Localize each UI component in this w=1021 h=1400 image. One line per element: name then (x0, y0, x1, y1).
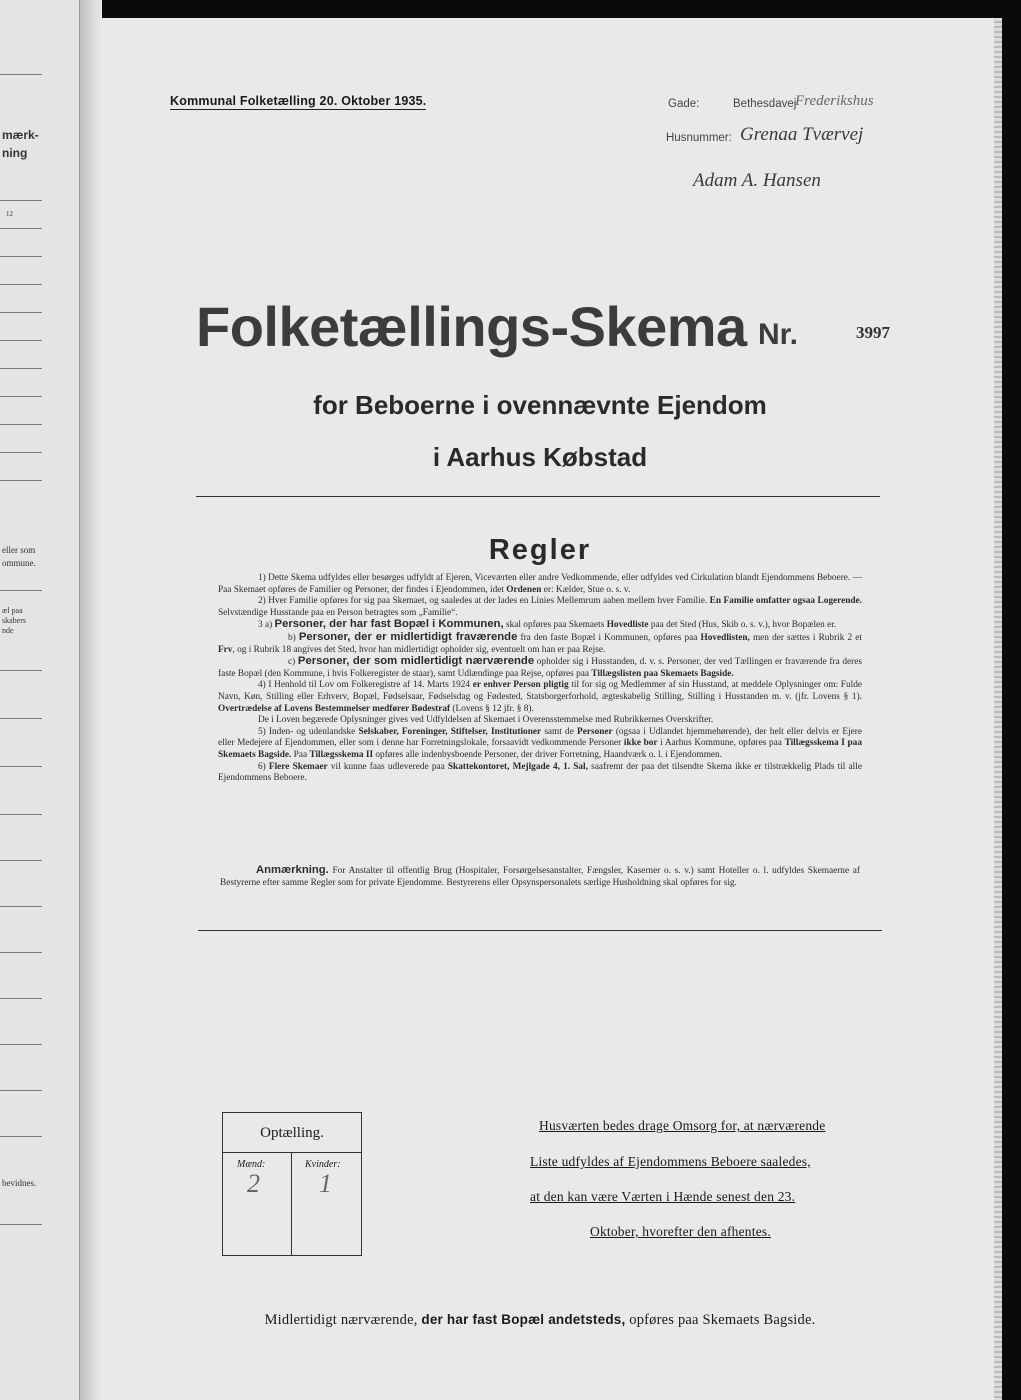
left-page-fragment: nde (2, 626, 14, 635)
left-page-rule (0, 1090, 42, 1091)
left-page-rule (0, 1136, 42, 1137)
left-page-fragment: bevidnes. (2, 1178, 37, 1188)
remark-note (220, 865, 860, 889)
page-title: Folketællings-Skema (196, 295, 747, 358)
rule-3c: c) Personer, der som midlertidigt nærværende opholder sig i Husstanden, d. v. s. Personer, der ved Tællingen er fraværende fra deres faste Bopæl (den Kommune, i hvis Folkeregister de staar), samt Udlændinge paa Rejse, opføres paa Tillægslisten paa Skemaets Bagside. (218, 655, 863, 679)
census-header: Kommunal Folketælling 20. Oktober 1935. (170, 94, 427, 108)
left-page-rule (0, 200, 42, 201)
women-count-handwritten: 1 (319, 1169, 332, 1198)
women-label: Kvinder: (305, 1159, 341, 1170)
left-page-rule (0, 1224, 42, 1225)
count-box (222, 1112, 362, 1256)
left-page-rule (0, 424, 42, 425)
left-page-rule (0, 814, 42, 815)
left-page-rule (0, 670, 42, 671)
subtitle-line-1: for Beboerne i ovennævnte Ejendom (313, 390, 767, 420)
left-page-rule (0, 368, 42, 369)
rule-1: 1) Dette Skema udfyldes eller besørges udfyldt af Ejeren, Viceværten eller andre Vedkommende, eller udfyldes ved Cirkulation blandt Ejendommens Beboere. — Paa Skemaet opføres de Familier og Personer, der findes i Ejendommen, idet Ordenen er: Kælder, Stue o. s. v. (218, 573, 862, 595)
rule-2: 2) Hver Familie opføres for sig paa Skemaet, og saaledes at der lades en Linies Mellemrum aaben mellem hver Familie. En Familie omfatter ogsaa Logerende. Selvstændige Husstande paa en Person betragtes som „Familie“. (218, 596, 862, 618)
rule-4-continued: De i Loven begærede Oplysninger gives ved Udfyldelsen af Skemaet i Overensstemmelse med Rubrikkernes Overskrifter. (258, 715, 714, 726)
form-number: 3997 (856, 323, 890, 342)
left-page-fragment: ning (2, 146, 28, 160)
rule-5: 5) Inden- og udenlandske Selskaber, Foreninger, Stiftelser, Institutioner samt de Personer (ogsaa i Udlandet hjemmehørende), der helt eller delvis er Ejere eller Medejere af Ejendommen, eller som i denne har Forretningslokale, forsaavidt vedkommende Personer ikke bor i Aarhus Kommune, opføres paa Tillægsskema I paa Skemaets Bagside. Paa Tillægsskema II opføres alle indenbysboende Personer, der driver Forretning, Haandværk o. l. i Ejendommen. (218, 726, 863, 760)
landlord-instruction-line-3: at den kan være Værten i Hænde senest den 23. (530, 1189, 796, 1204)
left-page-fragment: æl paa (2, 606, 23, 615)
men-count-handwritten: 2 (247, 1169, 260, 1198)
left-page-fragment: ommune. (2, 558, 36, 568)
subtitle-line-2: i Aarhus Købstad (432, 442, 648, 472)
remark-text: For Anstalter til offentlig Brug (Hospitaler, Forsørgelsesanstalter, Fængsler, Kaserner o. s. v.) samt Hoteller o. l. udfyldes Skemaerne af Bestyrerne efter samme Regler som for private Ejendomme. Bestyrerens eller Opsynspersonalets særlige Husholdning skal opføres for sig. (220, 866, 860, 888)
handwritten-name: Adam A. Hansen (693, 170, 821, 191)
street-handwritten: Frederikshus (795, 93, 874, 109)
divider (196, 496, 880, 497)
rules-text (218, 573, 862, 785)
left-page-rule (0, 718, 42, 719)
rules-heading: Regler (488, 534, 592, 566)
landlord-instruction-line-4: Oktober, hvorefter den afhentes. (590, 1224, 771, 1239)
left-page-rule (0, 284, 42, 285)
left-page-rule (0, 340, 42, 341)
rule-3b: b) Personer, der er midlertidigt fraværende fra den faste Bopæl i Kommunen, opføres paa Hovedlisten, men der sættes i Rubrik 2 et Frv, og i Rubrik 18 angives det Sted, hvor han midlertidigt opholder sig, eventuelt om han er paa Rejse. (218, 630, 862, 655)
street-label: Gade: (668, 98, 700, 110)
left-page-rule (0, 74, 42, 75)
previous-page-edge (0, 0, 80, 1400)
rule-3a: 3 a) Personer, der har fast Bopæl i Kommunen, skal opføres paa Skemaets Hovedliste paa det Sted (Hus, Skib o. s. v.), hvor Bopælen er. (258, 618, 837, 631)
left-page-rule (0, 452, 42, 453)
page-stack-edge (994, 18, 1002, 1400)
left-page-rule (0, 256, 42, 257)
census-form-page (100, 18, 998, 1400)
remark-label: Anmærkning. (256, 864, 329, 876)
rule-6: 6) Flere Skemaer vil kunne faas udleverede paa Skattekontoret, Mejlgade 4, 1. Sal, saafremt der paa det tilsendte Skema ikke er tilstrækkelig Plads til alle Ejendommens Beboere. (218, 761, 862, 784)
rule-4: 4) I Henhold til Lov om Folkeregistre af 14. Marts 1924 er enhver Person pligtig til for sig og Medlemmer af sin Husstand, at meddele Oplysninger om: Fulde Navn, Køn, Stilling eller Erhverv, Bopæl, Fødselsaar, Fødselsdag og Fødested, Statsborgerforhold, ægteskabelig Stilling, Stilling i Husstanden m. v. (jfr. Lovens § 1). Overtrædelse af Lovens Bestemmelser medfører Bødestraf (Lovens § 12 jfr. § 8). (218, 680, 862, 714)
form-number-label: Nr. (758, 318, 799, 351)
landlord-instruction-line-2: Liste udfyldes af Ejendommens Beboere saaledes, (530, 1154, 811, 1169)
divider (198, 930, 882, 931)
left-page-rule (0, 906, 42, 907)
house-number-handwritten: Grenaa Tværvej (740, 124, 864, 145)
men-label: Mænd: (237, 1159, 266, 1170)
left-page-rule (0, 228, 42, 229)
left-page-rule (0, 480, 42, 481)
left-page-rule (0, 1044, 42, 1045)
left-page-rule (0, 998, 42, 999)
left-page-rule (0, 312, 42, 313)
left-page-fragment: skabers (2, 616, 26, 625)
footer-note: Midlertidigt nærværende, der har fast Bopæl andetsteds, opføres paa Skemaets Bagside. (264, 1312, 816, 1328)
left-page-fragment: eller som (2, 545, 36, 555)
street-value: Bethesdavej (733, 98, 797, 110)
house-number-label: Husnummer: (666, 132, 732, 144)
left-page-fragment: mærk- (2, 128, 39, 142)
count-title: Optælling. (223, 1113, 361, 1153)
left-page-rule (0, 396, 42, 397)
left-page-rule (0, 860, 42, 861)
left-page-fragment: 12 (6, 210, 13, 218)
landlord-instruction-line-1: Husværten bedes drage Omsorg for, at nærværende (539, 1118, 826, 1133)
book-gutter (80, 0, 102, 1400)
left-page-rule (0, 590, 42, 591)
left-page-rule (0, 766, 42, 767)
count-divider (291, 1153, 292, 1255)
left-page-rule (0, 952, 42, 953)
